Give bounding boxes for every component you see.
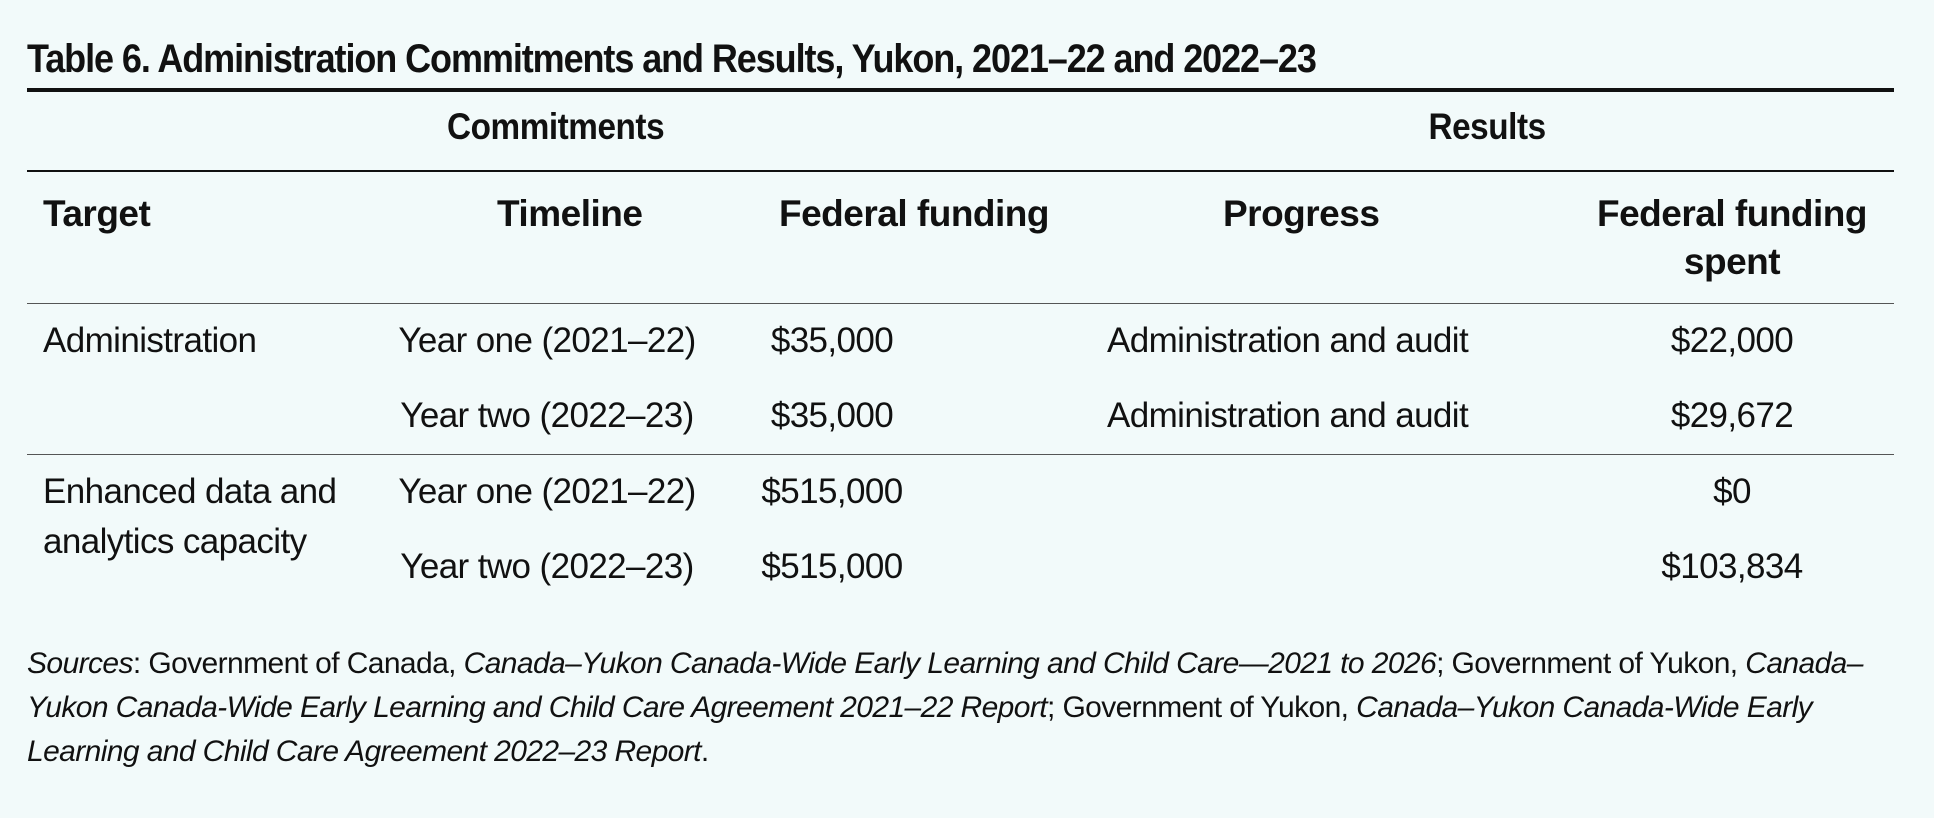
header-federal-funding: Federal funding: [779, 193, 1049, 234]
spent-cell: $103,834: [1661, 547, 1803, 586]
funding-cell: $515,000: [761, 547, 903, 586]
source-title: Canada–Yukon Canada-Wide Early Learning and Child Care Agreement 2021–22 Report: [27, 647, 1863, 724]
table-row-group: [27, 455, 1894, 605]
funding-cell: $35,000: [770, 396, 894, 435]
target-cell: Administration: [43, 321, 257, 360]
column-header-row: [27, 172, 1894, 303]
group-results: Results: [1428, 106, 1546, 147]
spent-cell: $0: [1713, 472, 1751, 511]
sources-text: ; Government of Yukon,: [1046, 691, 1357, 724]
target-cell-line2: analytics capacity: [43, 522, 307, 561]
progress-cell: Administration and audit: [1107, 396, 1469, 435]
spent-cell: $22,000: [1670, 321, 1794, 360]
source-title: Canada–Yukon Canada-Wide Early Learning and Child Care—2021 to 2026: [463, 647, 1437, 680]
table-title: Table 6. Administration Commitments and Results, Yukon, 2021–22 and 2022–23: [27, 37, 1316, 81]
timeline-cell: Year two (2022–23): [400, 547, 694, 586]
header-progress: Progress: [1223, 193, 1380, 234]
header-timeline: Timeline: [497, 193, 643, 234]
progress-cell: Administration and audit: [1107, 321, 1469, 360]
timeline-cell: Year two (2022–23): [400, 396, 694, 435]
timeline-cell: Year one (2021–22): [398, 472, 696, 511]
funding-cell: $515,000: [761, 472, 903, 511]
timeline-cell: Year one (2021–22): [398, 321, 696, 360]
group-commitments: Commitments: [447, 106, 665, 147]
header-funding-spent: [1582, 190, 1882, 286]
sources-text: .: [700, 735, 709, 768]
header-funding-spent-line2: spent: [1683, 241, 1781, 282]
source-title: Canada–Yukon Canada-Wide Early Learning and Child Care Agreement 2022–23 Report: [27, 691, 1813, 768]
spent-cell: $29,672: [1670, 396, 1794, 435]
funding-cell: $35,000: [770, 321, 894, 360]
target-cell: Enhanced data and: [43, 472, 337, 511]
table-container: [27, 30, 1894, 768]
sources-label: Sources: [27, 647, 133, 680]
header-target: Target: [43, 193, 151, 234]
sources-text: : Government of Canada,: [132, 647, 464, 680]
group-header-row: [27, 92, 1894, 170]
header-funding-spent-line1: Federal funding: [1597, 193, 1867, 234]
sources-note: [27, 642, 1894, 774]
sources-text: ; Government of Yukon,: [1436, 647, 1746, 680]
table-row-group: [27, 304, 1894, 454]
